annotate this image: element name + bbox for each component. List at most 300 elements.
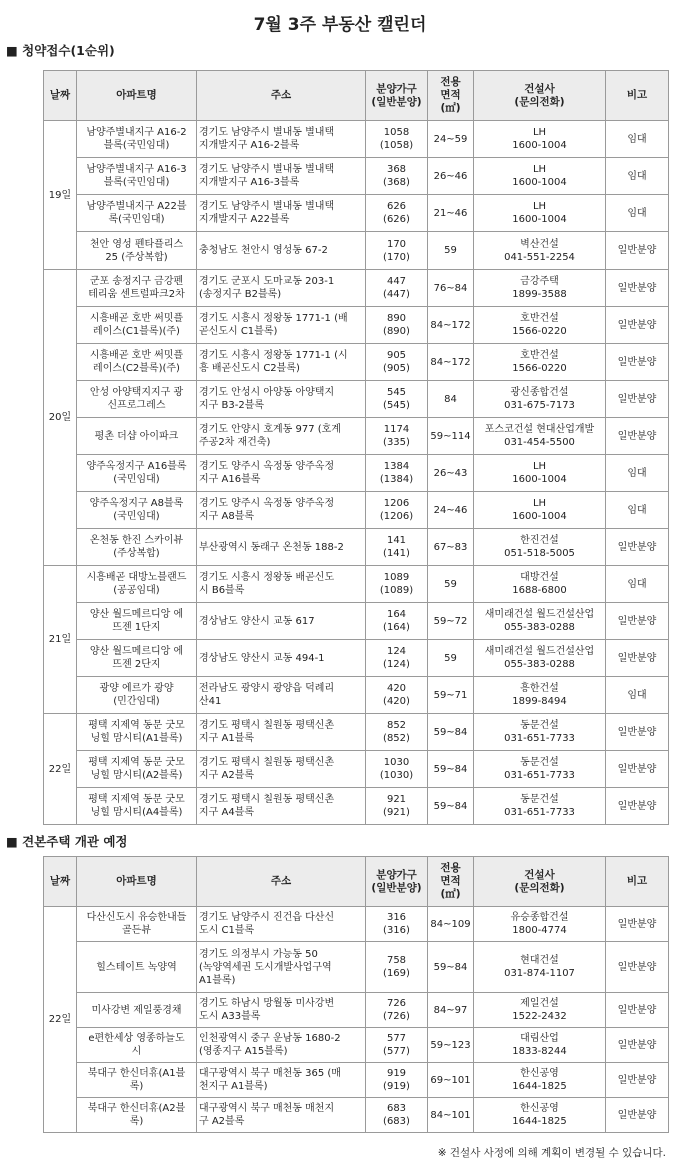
apartment-name-cell — [77, 232, 197, 270]
section-title-model-house: ■ 견본주택 개관 예정 — [6, 834, 128, 849]
builder-line: 031-454-5500 — [504, 437, 575, 448]
apartment-name-line: 남양주별내지구 A16-3 — [86, 164, 187, 175]
units-line: 545 — [386, 387, 407, 398]
address-cell — [197, 455, 366, 492]
address-line: 도시 C1블록 — [199, 925, 255, 936]
builder-line: 제일건설 — [520, 998, 559, 1009]
address-line: 경기도 평택시 칠원동 평택신촌 — [199, 794, 335, 805]
builder-line: 031-874-1107 — [504, 968, 575, 979]
table-header-row — [44, 857, 669, 907]
units-cell — [366, 1098, 428, 1133]
units-cell — [366, 232, 428, 270]
note-cell: 일반분양 — [606, 307, 669, 344]
address-line: 도시 A33블록 — [199, 1011, 261, 1022]
note-cell: 일반분양 — [606, 714, 669, 751]
apartment-name-line: 힐스테이트 녹양역 — [96, 961, 177, 973]
builder-line: 1644-1825 — [512, 1081, 567, 1092]
builder-cell — [474, 158, 606, 195]
builder-line: 031-675-7173 — [504, 400, 575, 411]
apartment-name-line: 닝힐 맘시티(A4블록) — [90, 807, 183, 818]
address-line: 경기도 평택시 칠원동 평택신촌 — [199, 720, 335, 731]
note-cell: 일반분양 — [606, 640, 669, 677]
units-line: 124 — [386, 646, 407, 657]
apartment-name-line: 미사강변 제일풍경채 — [91, 1004, 182, 1016]
apartment-name-line: 안성 아양택지지구 광 — [89, 387, 184, 398]
units-cell — [366, 158, 428, 195]
area-cell: 59~84 — [428, 714, 474, 751]
units-line: (447) — [383, 289, 410, 300]
builder-line: 동문건설 — [520, 757, 559, 768]
table-row — [44, 232, 669, 270]
units-cell — [366, 1063, 428, 1098]
address-cell — [197, 418, 366, 455]
units-cell — [366, 907, 428, 942]
area-cell: 59~84 — [428, 751, 474, 788]
address-line: 대구광역시 북구 매천동 365 (매 — [199, 1068, 341, 1079]
area-cell: 24~46 — [428, 492, 474, 529]
units-cell — [366, 566, 428, 603]
builder-cell — [474, 418, 606, 455]
apartment-name-line: 시 — [131, 1046, 142, 1057]
builder-line: 031-651-7733 — [504, 807, 575, 818]
apartment-name-line: (공공임대) — [113, 585, 160, 596]
builder-line: LH — [532, 127, 547, 138]
header-area: 전용 면적 (㎡) — [428, 857, 474, 907]
header-address: 주소 — [197, 857, 366, 907]
address-cell — [197, 566, 366, 603]
units-line: (852) — [383, 733, 410, 744]
area-cell: 59~114 — [428, 418, 474, 455]
header-apartment: 아파트명 — [77, 71, 197, 121]
date-cell: 21일 — [44, 566, 77, 714]
units-cell — [366, 677, 428, 714]
apartment-name-cell — [77, 529, 197, 566]
builder-line: 031-651-7733 — [504, 733, 575, 744]
builder-cell — [474, 270, 606, 307]
apartment-name-line: 뜨젠 1단지 — [112, 622, 161, 633]
apartment-name-line: 블록(국민임대) — [103, 177, 170, 188]
units-cell — [366, 307, 428, 344]
units-cell — [366, 121, 428, 158]
units-line: 1174 — [383, 424, 410, 435]
apartment-name-line: 남양주별내지구 A16-2 — [86, 127, 187, 138]
address-line: 경기도 남양주시 별내동 별내택 — [199, 127, 335, 138]
address-cell — [197, 270, 366, 307]
builder-line: LH — [532, 164, 547, 175]
units-line: (1058) — [379, 140, 414, 151]
units-cell — [366, 603, 428, 640]
apartment-name-cell — [77, 1028, 197, 1063]
units-line: (316) — [383, 925, 410, 936]
builder-line: 흥한건설 — [520, 683, 559, 694]
model-house-table — [43, 856, 669, 1133]
units-line: (1206) — [379, 511, 414, 522]
address-line: 경기도 양주시 옥정동 양주옥정 — [199, 461, 335, 472]
address-line: 구 A2블록 — [199, 1116, 245, 1127]
units-cell — [366, 195, 428, 232]
builder-line: 벽산건설 — [520, 238, 559, 250]
units-line: 368 — [386, 164, 407, 175]
apartment-name-cell — [77, 942, 197, 993]
table-row — [44, 714, 669, 751]
builder-line: 1522-2432 — [512, 1011, 567, 1022]
units-cell — [366, 344, 428, 381]
address-line: 곧신도시 C1블록) — [199, 326, 278, 337]
address-line: 충청남도 천안시 영성동 67-2 — [199, 245, 328, 256]
apartment-name-line: (국민임대) — [113, 511, 160, 522]
address-line: 경상남도 양산시 교동 494-1 — [199, 652, 325, 664]
table-row — [44, 121, 669, 158]
builder-cell — [474, 1098, 606, 1133]
builder-line: 041-551-2254 — [504, 251, 575, 263]
builder-line: 유승종합건설 — [510, 912, 569, 923]
units-cell — [366, 714, 428, 751]
address-line: 산41 — [199, 696, 222, 707]
apartment-name-line: (국민임대) — [113, 474, 160, 485]
address-cell — [197, 195, 366, 232]
table-row — [44, 603, 669, 640]
builder-line: 포스코건설 현대산업개발 — [484, 424, 595, 435]
units-line: 919 — [386, 1068, 407, 1079]
table-row — [44, 158, 669, 195]
address-cell — [197, 529, 366, 566]
header-date: 날짜 — [44, 71, 77, 121]
apartment-name-line: 광양 에르가 광양 — [99, 683, 174, 694]
apartment-name-line: 시흥배곧 호반 써밋플 — [89, 350, 184, 361]
area-cell: 59~84 — [428, 942, 474, 993]
builder-cell — [474, 603, 606, 640]
address-line: 경기도 평택시 칠원동 평택신촌 — [199, 757, 335, 768]
address-line: 경기도 의정부시 가능동 50 — [199, 948, 318, 960]
address-line: (송정지구 B2블록) — [199, 289, 282, 300]
note-cell: 임대 — [606, 158, 669, 195]
address-line: 경기도 남양주시 별내동 별내택 — [199, 164, 335, 175]
builder-line: 1600-1004 — [512, 140, 567, 151]
apartment-name-line: 블록(국민임대) — [103, 140, 170, 151]
address-line: 천지구 A1블록) — [199, 1081, 268, 1092]
area-cell: 21~46 — [428, 195, 474, 232]
builder-cell — [474, 566, 606, 603]
address-cell — [197, 714, 366, 751]
apartment-name-line: 시흥배곧 호반 써밋플 — [89, 313, 184, 324]
note-cell: 일반분양 — [606, 751, 669, 788]
apartment-name-line: 레이스(C2블록)(주) — [93, 363, 180, 374]
apartment-name-line: 록(국민임대) — [108, 214, 165, 225]
units-line: 447 — [386, 276, 407, 287]
apartment-name-line: 양산 월드메르디앙 에 — [89, 646, 184, 657]
apartment-name-cell — [77, 418, 197, 455]
area-cell: 69~101 — [428, 1063, 474, 1098]
builder-cell — [474, 993, 606, 1028]
table-row — [44, 1098, 669, 1133]
builder-cell — [474, 344, 606, 381]
builder-line: 1899-8494 — [512, 696, 567, 707]
note-cell: 일반분양 — [606, 232, 669, 270]
units-line: 316 — [386, 912, 407, 923]
address-line: 지구 A8블록 — [199, 511, 255, 522]
address-line: 지개발지구 A16-2블록 — [199, 140, 300, 151]
address-cell — [197, 640, 366, 677]
units-cell — [366, 942, 428, 993]
units-line: (545) — [383, 400, 410, 411]
apartment-name-line: 북대구 한신더휴(A2블 — [87, 1103, 186, 1114]
apartment-name-line: 록) — [129, 1116, 144, 1127]
apartment-name-cell — [77, 270, 197, 307]
address-line: 경기도 안양시 호계동 977 (호계 — [199, 424, 341, 435]
address-cell — [197, 907, 366, 942]
units-line: 626 — [386, 201, 407, 212]
apartment-name-cell — [77, 307, 197, 344]
apartment-name-line: 골든뷰 — [122, 925, 151, 936]
note-cell: 일반분양 — [606, 418, 669, 455]
builder-line: 광신종합건설 — [510, 387, 569, 398]
units-line: (335) — [383, 437, 410, 448]
address-line: 경기도 하남시 망월동 미사강변 — [199, 998, 335, 1009]
builder-cell — [474, 381, 606, 418]
header-apartment: 아파트명 — [77, 857, 197, 907]
address-line: (영종지구 A15블록) — [199, 1046, 288, 1057]
area-cell: 59~123 — [428, 1028, 474, 1063]
builder-line: 대림산업 — [520, 1033, 559, 1044]
address-cell — [197, 307, 366, 344]
units-line: 905 — [386, 350, 407, 361]
area-cell: 26~43 — [428, 455, 474, 492]
builder-cell — [474, 195, 606, 232]
units-line: (626) — [383, 214, 410, 225]
units-line: (577) — [383, 1046, 410, 1057]
note-cell: 임대 — [606, 566, 669, 603]
builder-line: 1600-1004 — [512, 474, 567, 485]
apartment-name-cell — [77, 788, 197, 825]
builder-line: 1566-0220 — [512, 363, 567, 374]
table-row — [44, 907, 669, 942]
note-cell: 일반분양 — [606, 1098, 669, 1133]
date-cell: 22일 — [44, 714, 77, 825]
apartment-name-cell — [77, 195, 197, 232]
area-cell: 59 — [428, 640, 474, 677]
apartment-name-line: 평택 지제역 동문 굿모 — [88, 720, 185, 731]
table-row — [44, 418, 669, 455]
table-row — [44, 993, 669, 1028]
address-line: A1블록) — [199, 974, 236, 986]
model-house-table-body — [44, 907, 669, 1133]
table-row — [44, 381, 669, 418]
units-cell — [366, 270, 428, 307]
apartment-name-line: 양산 월드메르디앙 에 — [89, 609, 184, 620]
builder-line: 호반건설 — [520, 313, 559, 324]
address-line: 전라남도 광양시 광양읍 덕례리 — [199, 683, 335, 694]
apartment-name-line: 25 (주상복합) — [105, 251, 168, 263]
table-header-row — [44, 71, 669, 121]
apartment-name-cell — [77, 640, 197, 677]
units-line: 683 — [386, 1103, 407, 1114]
page-title: 7월 3주 부동산 캘린더 — [253, 15, 427, 35]
builder-cell — [474, 1063, 606, 1098]
builder-line: 1800-4774 — [512, 925, 567, 936]
note-cell: 일반분양 — [606, 942, 669, 993]
table-row — [44, 677, 669, 714]
note-cell: 일반분양 — [606, 344, 669, 381]
address-cell — [197, 1063, 366, 1098]
note-cell: 임대 — [606, 677, 669, 714]
apartment-name-cell — [77, 344, 197, 381]
apartment-name-cell — [77, 603, 197, 640]
address-line: 경기도 시흥시 정왕동 1771-1 (배 — [199, 313, 348, 324]
header-units: 분양가구 (일반분양) — [366, 71, 428, 121]
area-cell: 84 — [428, 381, 474, 418]
section-title-subscription: ■ 청약접수(1순위) — [6, 43, 115, 58]
units-line: 420 — [386, 683, 407, 694]
area-cell: 84~172 — [428, 344, 474, 381]
apartment-name-cell — [77, 381, 197, 418]
units-line: 1206 — [383, 498, 410, 509]
units-line: (124) — [383, 659, 410, 670]
table-row — [44, 788, 669, 825]
address-line: 흥 배곧신도시 C2블록) — [199, 363, 300, 374]
address-line: 경기도 시흥시 정왕동 배곧신도 — [199, 572, 335, 583]
note-cell: 일반분양 — [606, 270, 669, 307]
builder-line: 055-383-0288 — [504, 622, 575, 633]
units-cell — [366, 1028, 428, 1063]
units-line: 726 — [386, 998, 407, 1009]
builder-line: 1600-1004 — [512, 177, 567, 188]
units-line: 890 — [386, 313, 407, 324]
units-line: 921 — [386, 794, 407, 805]
builder-line: 금강주택 — [520, 276, 559, 287]
table-row — [44, 751, 669, 788]
date-cell: 19일 — [44, 121, 77, 270]
units-cell — [366, 640, 428, 677]
address-cell — [197, 677, 366, 714]
note-cell: 일반분양 — [606, 1028, 669, 1063]
area-cell: 59 — [428, 232, 474, 270]
area-cell: 76~84 — [428, 270, 474, 307]
units-line: 141 — [386, 535, 407, 546]
units-line: 170 — [386, 238, 407, 250]
address-line: 지구 B3-2블록 — [199, 400, 265, 411]
note-cell: 임대 — [606, 195, 669, 232]
date-cell: 22일 — [44, 907, 77, 1133]
table-row — [44, 529, 669, 566]
apartment-name-line: 평택 지제역 동문 굿모 — [88, 794, 185, 805]
builder-cell — [474, 232, 606, 270]
units-line: (420) — [383, 696, 410, 707]
units-cell — [366, 993, 428, 1028]
builder-cell — [474, 714, 606, 751]
address-line: 지구 A4블록 — [199, 807, 255, 818]
units-line: (905) — [383, 363, 410, 374]
address-line: 지구 A2블록 — [199, 770, 255, 781]
units-cell — [366, 751, 428, 788]
header-note: 비고 — [606, 857, 669, 907]
address-line: 경기도 남양주시 별내동 별내택 — [199, 201, 335, 212]
note-cell: 일반분양 — [606, 788, 669, 825]
builder-line: 1833-8244 — [512, 1046, 567, 1057]
table-row — [44, 1028, 669, 1063]
table-row — [44, 1063, 669, 1098]
note-cell: 임대 — [606, 455, 669, 492]
apartment-name-cell — [77, 121, 197, 158]
apartment-name-cell — [77, 993, 197, 1028]
units-cell — [366, 381, 428, 418]
apartment-name-cell — [77, 751, 197, 788]
builder-line: 051-518-5005 — [504, 548, 575, 559]
units-line: (921) — [383, 807, 410, 818]
builder-line: 동문건설 — [520, 720, 559, 731]
builder-line: 1566-0220 — [512, 326, 567, 337]
units-line: 1384 — [383, 461, 410, 472]
table-row — [44, 942, 669, 993]
apartment-name-line: 테리움 센트럴파크2차 — [88, 289, 185, 300]
area-cell: 59~71 — [428, 677, 474, 714]
address-line: 경기도 군포시 도마교동 203-1 — [199, 276, 335, 287]
address-line: 경기도 양주시 옥정동 양주옥정 — [199, 498, 335, 509]
builder-cell — [474, 455, 606, 492]
units-line: (919) — [383, 1081, 410, 1092]
address-line: 경기도 시흥시 정왕동 1771-1 (시 — [199, 350, 348, 361]
builder-cell — [474, 788, 606, 825]
note-cell: 임대 — [606, 121, 669, 158]
builder-line: 동문건설 — [520, 794, 559, 805]
apartment-name-line: (주상복합) — [113, 548, 160, 559]
builder-line: 새미래건설 월드건설산업 — [484, 646, 595, 657]
apartment-name-line: 평택 지제역 동문 굿모 — [88, 757, 185, 768]
area-cell: 84~101 — [428, 1098, 474, 1133]
area-cell: 84~109 — [428, 907, 474, 942]
note-cell: 일반분양 — [606, 993, 669, 1028]
apartment-name-line: 다산신도시 유승한내들 — [86, 912, 187, 923]
builder-cell — [474, 677, 606, 714]
builder-cell — [474, 492, 606, 529]
address-cell — [197, 942, 366, 993]
table-row — [44, 492, 669, 529]
apartment-name-cell — [77, 1063, 197, 1098]
address-line: 경기도 안성시 아양동 아양택지 — [199, 387, 335, 398]
area-cell: 24~59 — [428, 121, 474, 158]
note-cell: 임대 — [606, 492, 669, 529]
header-date: 날짜 — [44, 857, 77, 907]
address-cell — [197, 1028, 366, 1063]
builder-line: 1600-1004 — [512, 511, 567, 522]
table-row — [44, 455, 669, 492]
apartment-name-line: (민간임대) — [113, 696, 160, 707]
note-cell: 일반분양 — [606, 603, 669, 640]
header-note: 비고 — [606, 71, 669, 121]
builder-line: 대방건설 — [520, 572, 559, 583]
builder-line: 1600-1004 — [512, 214, 567, 225]
apartment-name-line: 닝힐 맘시티(A2블록) — [90, 770, 183, 781]
note-cell: 일반분양 — [606, 381, 669, 418]
builder-line: 031-651-7733 — [504, 770, 575, 781]
apartment-name-line: 양주옥정지구 A8블록 — [89, 498, 184, 509]
builder-line: LH — [532, 498, 547, 509]
area-cell: 26~46 — [428, 158, 474, 195]
area-cell: 67~83 — [428, 529, 474, 566]
area-cell: 84~172 — [428, 307, 474, 344]
address-cell — [197, 381, 366, 418]
table-row — [44, 270, 669, 307]
area-cell: 59~72 — [428, 603, 474, 640]
builder-cell — [474, 640, 606, 677]
apartment-name-line: 뜨젠 2단지 — [112, 659, 161, 670]
builder-cell — [474, 529, 606, 566]
apartment-name-line: 양주옥정지구 A16블록 — [86, 461, 187, 472]
units-cell — [366, 529, 428, 566]
apartment-name-cell — [77, 158, 197, 195]
address-cell — [197, 603, 366, 640]
units-cell — [366, 418, 428, 455]
apartment-name-line: 온천동 한진 스카이뷰 — [89, 535, 184, 546]
